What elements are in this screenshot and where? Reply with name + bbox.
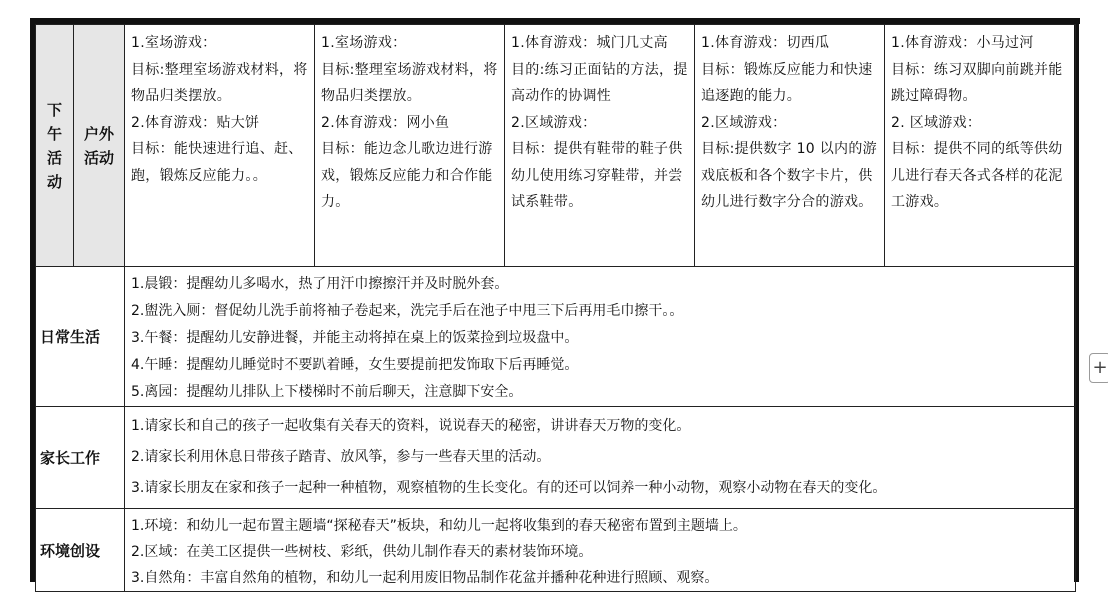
- activity-line: 目标:整理室场游戏材料，将物品归类摆放。: [321, 61, 498, 104]
- daily-line: 2.盥洗入厕：督促幼儿洗手前将袖子卷起来，洗完手后在池子中甩三下后再用毛巾擦干。。: [131, 303, 684, 319]
- activity-line: 1.体育游戏：城门几丈高: [511, 35, 668, 51]
- daily-life-content[interactable]: [125, 267, 1076, 407]
- outdoor-activity-label: [74, 25, 125, 267]
- activity-cell-5[interactable]: [885, 25, 1076, 267]
- afternoon-row: [36, 25, 1076, 267]
- daily-line: 3.午餐：提醒幼儿安静进餐，并能主动将掉在桌上的饭菜捡到垃圾盘中。: [131, 330, 579, 346]
- parent-work-row: [36, 407, 1076, 509]
- section-char: 下: [46, 100, 62, 119]
- parent-line: 1.请家长和自己的孩子一起收集有关春天的资料，说说春天的秘密，讲讲春天万物的变化。: [131, 418, 691, 434]
- activity-line: 2.区域游戏：: [511, 114, 597, 131]
- environment-label: 环境创设: [36, 509, 125, 592]
- environment-content[interactable]: [125, 509, 1076, 592]
- activity-cell-1[interactable]: [125, 25, 315, 267]
- activity-line: 2.区域游戏：: [701, 114, 787, 131]
- activity-line: 1.室场游戏：: [321, 35, 407, 51]
- activity-line: 1.体育游戏：切西瓜: [701, 35, 830, 51]
- activity-line: 1.体育游戏：小马过河: [891, 35, 1034, 51]
- add-row-button[interactable]: +: [1089, 353, 1108, 383]
- activity-line: 目标：提供不同的纸等供幼儿进行春天各式各样的花泥工游戏。: [891, 141, 1063, 210]
- daily-line: 4.午睡：提醒幼儿睡觉时不要趴着睡，女生要提前把发饰取下后再睡觉。: [131, 357, 579, 373]
- daily-line: 5.离园：提醒幼儿排队上下楼梯时不前后聊天，注意脚下安全。: [131, 384, 523, 400]
- activity-line: 目的:练习正面钻的方法，提高动作的协调性: [511, 61, 688, 104]
- parent-line: 2.请家长利用休息日带孩子踏青、放风筝，参与一些春天里的活动。: [131, 449, 551, 465]
- activity-line: 目标:提供数字 10 以内的游戏底板和各个数字卡片，供幼儿进行数字分合的游戏。: [701, 141, 877, 210]
- activity-line: 2.体育游戏：网小鱼: [321, 114, 450, 131]
- activity-line: 目标:整理室场游戏材料，将物品归类摆放。: [131, 61, 308, 104]
- activity-line: 目标：能边念儿歌边进行游戏，锻炼反应能力和合作能力。: [321, 141, 493, 210]
- environment-line: 3.自然角：丰富自然角的植物，和幼儿一起利用废旧物品制作花盆并播种花种进行照顾、观察。: [131, 570, 719, 586]
- afternoon-section-label: [36, 25, 74, 267]
- section-char: 活: [46, 148, 62, 167]
- weekly-plan-table: [35, 24, 1076, 592]
- activity-line: 目标：练习双脚向前跳并能跳过障碍物。: [891, 61, 1063, 104]
- environment-line: 1.环境：和幼儿一起布置主题墙“探秘春天”板块，和幼儿一起将收集到的春天秘密布置到主题墙上。: [131, 518, 747, 534]
- activity-cell-2[interactable]: [315, 25, 505, 267]
- parent-line: 3.请家长朋友在家和孩子一起种一种植物，观察植物的生长变化。有的还可以饲养一种小动物，观察小动物在春天的变化。: [131, 480, 887, 496]
- daily-life-row: [36, 267, 1076, 407]
- environment-line: 2.区域：在美工区提供一些树枝、彩纸，供幼儿制作春天的素材装饰环境。: [131, 544, 593, 560]
- activity-line: 1.室场游戏：: [131, 35, 217, 51]
- sub-label-line: 户外: [83, 124, 114, 143]
- activity-line: 2. 区域游戏：: [891, 114, 982, 131]
- activity-line: 目标：锻炼反应能力和快速追逐跑的能力。: [701, 61, 873, 104]
- parent-work-content[interactable]: [125, 407, 1076, 509]
- sub-label-line: 活动: [83, 148, 114, 167]
- activity-line: 目标：能快速进行追、赶、跑，锻炼反应能力。。: [131, 141, 303, 184]
- section-char: 动: [46, 172, 62, 191]
- section-char: 午: [46, 124, 62, 143]
- activity-cell-3[interactable]: [505, 25, 695, 267]
- parent-work-label: 家长工作: [36, 407, 125, 509]
- daily-life-label: 日常生活: [36, 267, 125, 407]
- daily-line: 1.晨锻：提醒幼儿多喝水，热了用汗巾擦擦汗并及时脱外套。: [131, 276, 509, 292]
- activity-cell-4[interactable]: [695, 25, 885, 267]
- activity-line: 2.体育游戏：贴大饼: [131, 114, 260, 131]
- activity-line: 目标：提供有鞋带的鞋子供幼儿使用练习穿鞋带，并尝试系鞋带。: [511, 141, 683, 210]
- environment-row: [36, 509, 1076, 592]
